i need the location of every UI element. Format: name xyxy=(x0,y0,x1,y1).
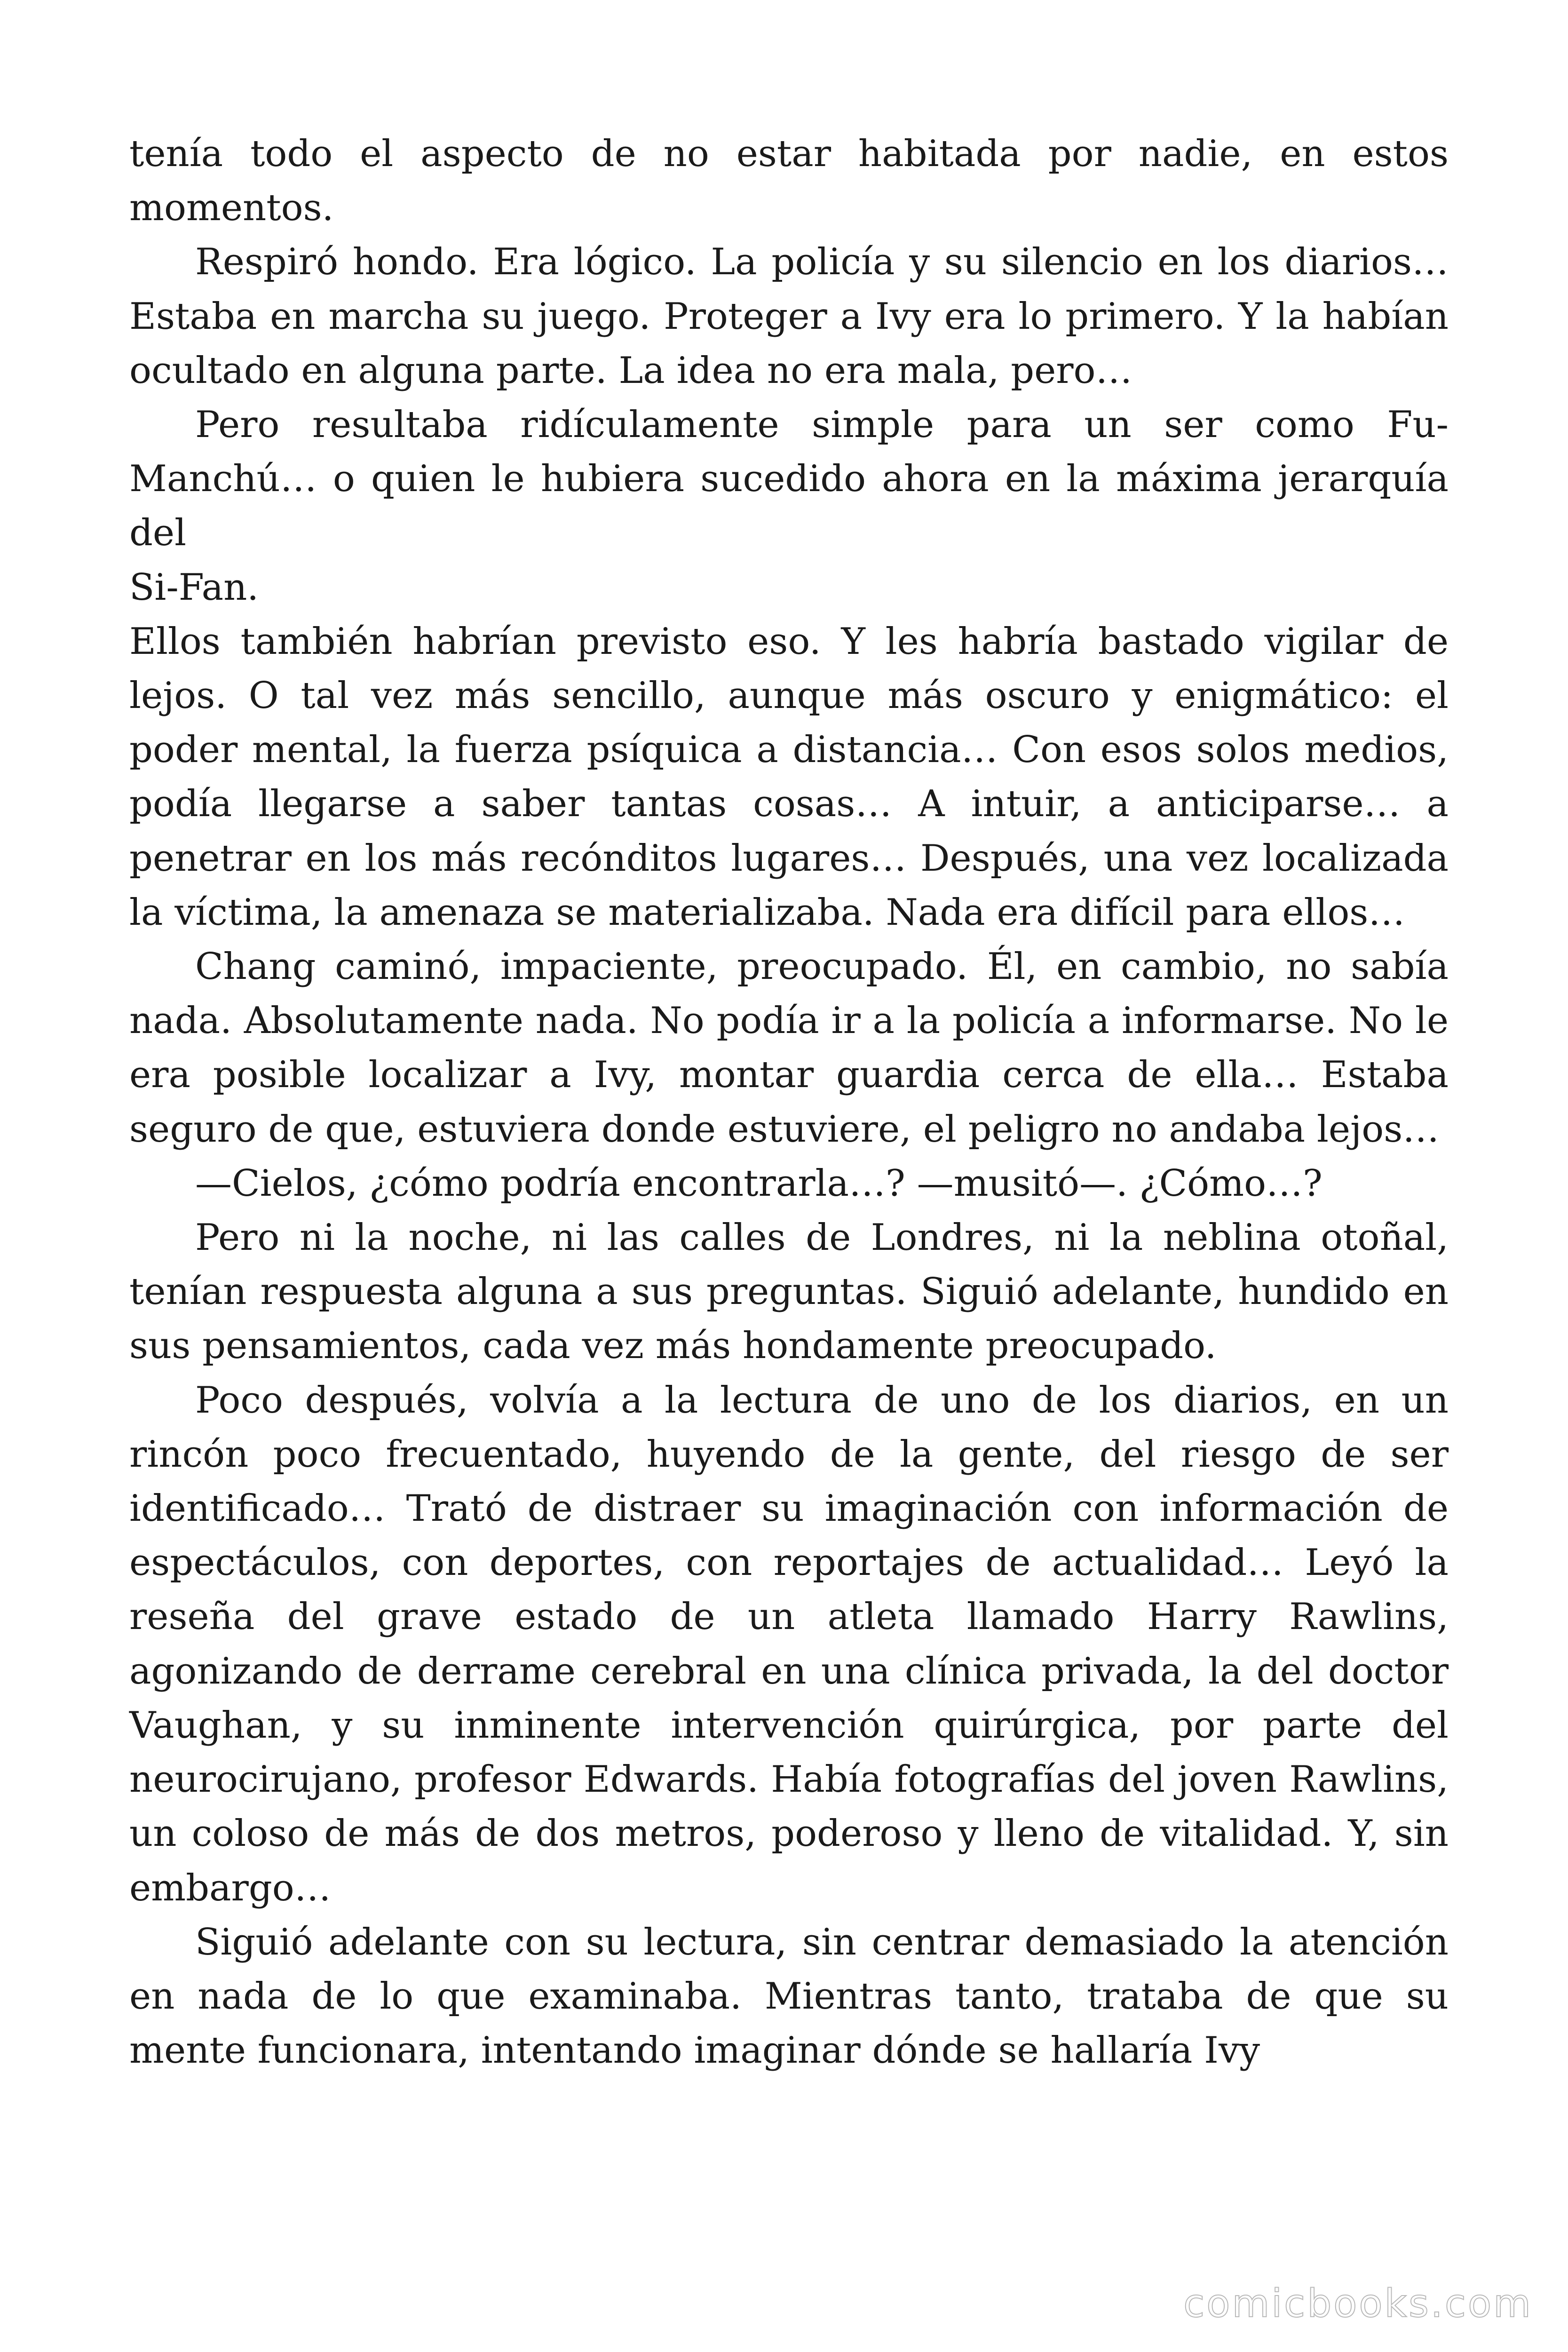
paragraph: Chang caminó, impaciente, preocupado. Él, en cambio, no sabía nada. Absolutamente nada. No podía ir a la policía a informarse. No le era posible localizar a Ivy, montar guardia cerca de ella… Estaba seguro de que, estuviera donde estuviere, el peligro no andaba lejos… xyxy=(129,946,1449,1151)
watermark: comicbooks.com xyxy=(1183,2281,1533,2326)
paragraph: Poco después, volvía a la lectura de uno de los diarios, en un rincón poco frecuentado, huyendo de la gente, del riesgo de ser identificado… Trató de distraer su imaginación con información de espectáculos, con deportes, con reportajes de actualidad… Leyó la reseña del grave estado de un atleta llamado Harry Rawlins, agonizando de derrame cerebral en una clínica privada, la del doctor Vaughan, y su inminente intervención quirúrgica, por parte del neurocirujano, profesor Edwards. Había fotografías del joven Rawlins, un coloso de más de dos metros, poderoso y lleno de vitalidad. Y, sin embargo… xyxy=(129,1379,1449,1909)
paragraph: Pero ni la noche, ni las calles de Londres, ni la neblina otoñal, tenían respuesta alguna a sus preguntas. Siguió adelante, hundido en sus pensamientos, cada vez más hondamente preocupado. xyxy=(129,1216,1449,1367)
paragraph: —Cielos, ¿cómo podría encontrarla…? —musitó—. ¿Cómo…? xyxy=(195,1162,1323,1205)
paragraph: Respiró hondo. Era lógico. La policía y su silencio en los diarios… Estaba en marcha su juego. Proteger a Ivy era lo primero. Y la habían ocultado en alguna parte. La idea no era mala, pero… xyxy=(129,241,1449,392)
paragraph: Pero resultaba ridículamente simple para un ser como Fu-Manchú… o quien le hubiera sucedido ahora en la máxima jerarquía del xyxy=(129,404,1449,555)
paragraph: tenía todo el aspecto de no estar habitada por nadie, en estos momentos. xyxy=(129,133,1449,230)
paragraph: Si-Fan. xyxy=(129,566,259,609)
body-text xyxy=(129,127,1449,2078)
paragraph: Ellos también habrían previsto eso. Y les habría bastado vigilar de lejos. O tal vez más sencillo, aunque más oscuro y enigmático: el poder mental, la fuerza psíquica a distancia… Con esos solos medios, podía llegarse a saber tantas cosas… A intuir, a anticiparse… a penetrar en los más recónditos lugares… Después, una vez localizada la víctima, la amenaza se materializaba. Nada era difícil para ellos… xyxy=(129,620,1449,934)
paragraph: Siguió adelante con su lectura, sin centrar demasiado la atención en nada de lo que examinaba. Mientras tanto, trataba de que su mente funcionara, intentando imaginar dónde se hallaría Ivy xyxy=(129,1921,1449,2072)
